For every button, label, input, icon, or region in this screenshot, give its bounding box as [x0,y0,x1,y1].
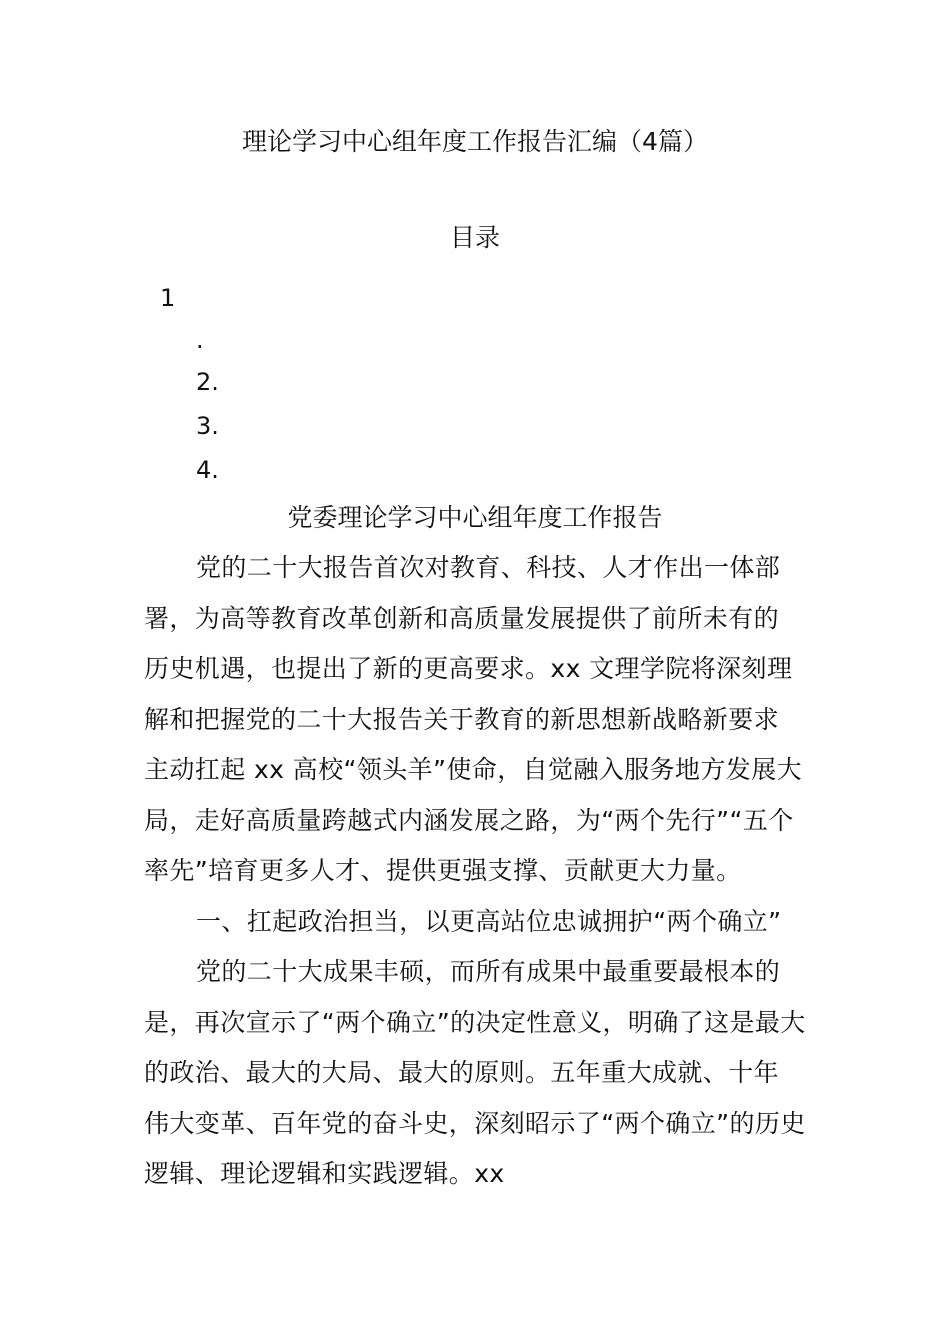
body-line: 主动扛起 xx 高校“领头羊”使命，自觉融入服务地方发展大 [144,755,802,784]
body-line: 署，为高等教育改革创新和高质量发展提供了前所未有的 [144,603,780,633]
toc-heading: 目录 [449,223,500,252]
body-line: 历史机遇，也提出了新的更高要求。xx 文理学院将深刻理 [144,654,793,683]
body-line: 率先”培育更多人才、提供更强支撑、贡献更大力量。 [144,856,742,885]
toc-item-1: 1 [160,284,176,312]
toc-item-2: 2. [196,368,219,396]
body-line: 党的二十大成果丰硕，而所有成果中最重要最根本的 [196,957,781,986]
body-line: 党的二十大报告首次对教育、科技、人才作出一体部 [196,553,781,582]
body-line: 解和把握党的二十大报告关于教育的新思想新战略新要求 [144,704,780,734]
report-body [144,543,824,1200]
toc-item-3: 3. [196,412,219,440]
toc-item-dot: . [196,326,204,354]
body-line: 逻辑、理论逻辑和实践逻辑。xx [144,1159,505,1188]
toc-item-4: 4. [196,456,219,484]
report-heading: 党委理论学习中心组年度工作报告 [287,503,663,532]
body-line: 局，走好高质量跨越式内涵发展之路，为“两个先行”“五个 [144,805,794,835]
body-line: 的政治、最大的大局、最大的原则。五年重大成就、十年 [144,1058,780,1087]
document-title: 理论学习中心组年度工作报告汇编（4篇） [242,127,708,156]
section-heading: 一、扛起政治担当，以更高站位忠诚拥护“两个确立” [196,906,782,936]
body-line: 是，再次宣示了“两个确立”的决定性意义，明确了这是最大 [144,1007,806,1037]
body-line: 伟大变革、百年党的奋斗史，深刻昭示了“两个确立”的历史 [144,1108,806,1138]
